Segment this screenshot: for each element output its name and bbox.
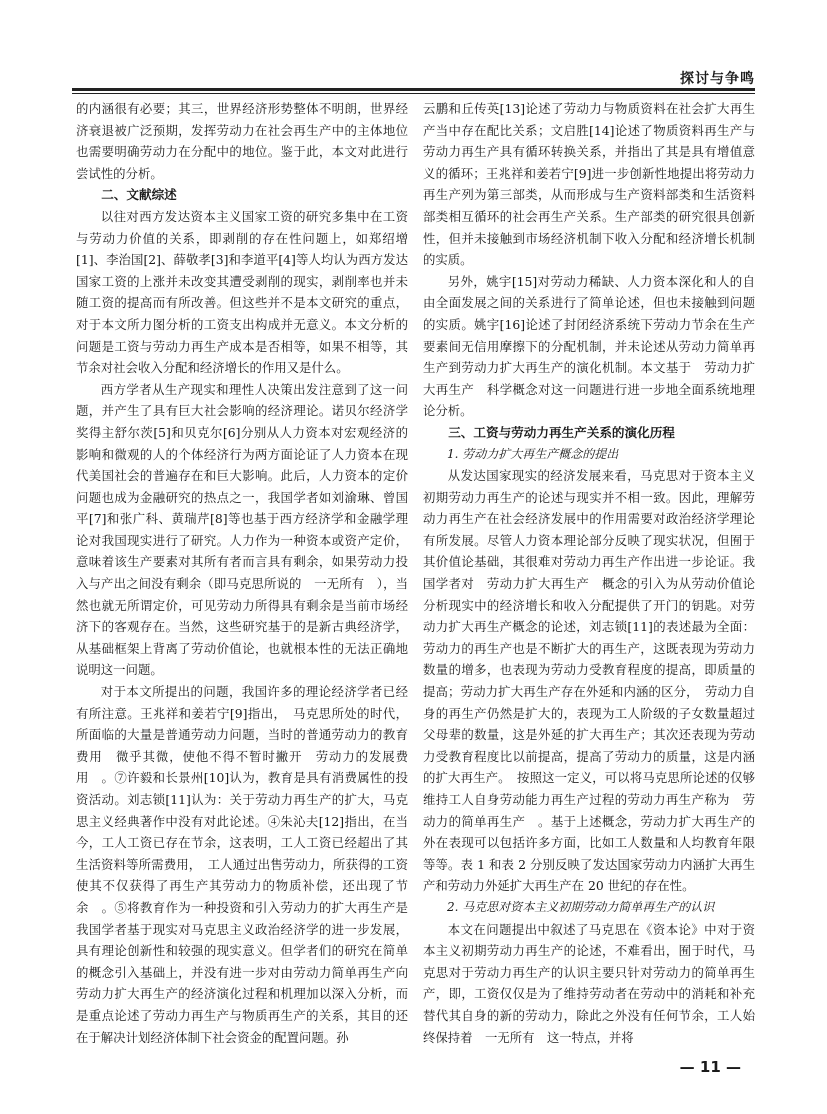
left-column [76,98,408,1048]
header-rule [72,88,755,91]
section-heading-evolution: 三、工资与劳动力再生产关系的演化历程 [448,424,675,440]
subsection-heading-concept: 1. 劳动力扩大再生产概念的提出 [447,446,619,461]
section-tag: 探讨与争鸣 [680,71,755,87]
paragraph: 对于本文所提出的问题，我国许多的理论经济学者已经有所注意。王兆祥和姜若宁[9]指出， 马克思所处的时代，所面临的大量是普通劳动力问题，当时的普通劳动力的教育费用 微乎其微，使他不得不暂时撇开 劳动力的发展费用 。⑦许毅和长景州[10]认为，教育是具有消费属性的投资活动。刘志锁[11]认为：关于劳动力再生产的扩大，马克思主义经典著作中没有对此论述。④朱沁夫[12]指出，在当今，工人工资已存在节余，这表明，工人工资已经超出了其生活资料等所需费用， 工人通过出售劳动力，所获得的工资使其不仅获得了再生产其劳动力的物质补偿，还出现了节余 。⑤将教育作为一种投资和引入劳动力的扩大再生产是我国学者基于现实对马克思主义政治经济学的进一步发展，具有理论创新性和较强的现实意义。但学者们的研究在简单的概念引入基础上，并没有进一步对由劳动力简单再生产向劳动力扩大再生产的经济演化过程和机理加以深入分析，而是重点论述了劳动力再生产与物质再生产的关系，其目的还在于解决计划经济体制下社会资金的配置问题。孙 [76,684,408,1045]
paragraph: 本文在问题提出中叙述了马克思在《资本论》中对于资本主义初期劳动力再生产的论述，不难看出，囿于时代，马克思对于劳动力再生产的认识主要只针对劳动力的简单再生产，即，工资仅仅是为了维持劳动者在劳动中的消耗和补充替代其自身的新的劳动力，除此之外没有任何节余，工人始终保持着 一无所有 这一特点，并将 [423,921,755,1045]
paragraph: 从发达国家现实的经济发展来看，马克思对于资本主义初期劳动力再生产的论述与现实并不相一致。因此，理解劳动力再生产在社会经济发展中的作用需要对政治经济学理论有所发展。尽管人力资本理论部分反映了现实状况，但囿于其价值论基础，其很难对劳动力再生产作出进一步论证。我国学者对 劳动力扩大再生产 概念的引入为从劳动价值论分析现实中的经济增长和收入分配提供了开门的钥匙。对劳动力扩大再生产概念的论述，刘志锁[11]的表述最为全面：劳动力的再生产也是不断扩大的再生产，这既表现为劳动力数量的增多，也表现为劳动力受教育程度的提高，即质量的提高；劳动力扩大再生产存在外延和内涵的区分， 劳动力自身的再生产仍然是扩大的，表现为工人阶级的子女数量超过父母辈的数量，这是外延的扩大再生产；其次还表现为劳动力受教育程度比以前提高，提高了劳动力的质量，这是内涵的扩大再生产。 按照这一定义，可以将马克思所论述的仅够维持工人自身劳动能力再生产过程的劳动力再生产称为 劳动力的简单再生产 。基于上述概念，劳动力扩大再生产的外在表现可以包括许多方面，比如工人数量和人均教育年限等等。表 1 和表 2 分别反映了发达国家劳动力内涵扩大再生产和劳动力外延扩大再生产在 20 世纪的存在性。 [423,468,755,894]
right-column [423,98,755,1048]
page-number: — 11 — [679,1058,741,1076]
paragraph: 西方学者从生产现实和理性人决策出发注意到了这一问题，并产生了具有巨大社会影响的经济理论。诺贝尔经济学奖得主舒尔茨[5]和贝克尔[6]分别从人力资本对宏观经济的影响和微观的人的个体经济行为两方面论证了人力资本在现代美国社会的普遍存在和巨大影响。此后，人力资本的定价问题也成为金融研究的热点之一，我国学者如刘渝琳、曾国平[7]和张广科、黄瑞芹[8]等也基于西方经济学和金融学理论对我国现实进行了研究。人力作为一种资本或资产定价，意味着该生产要素对其所有者而言具有剩余，如果劳动力投入与产出之间没有剩余（即马克思所说的 一无所有 ），当然也就无所谓定价，可见劳动力所得具有剩余是当前市场经济下的客观存在。当然，这些研究基于的是新古典经济学，从基础框架上背离了劳动价值论，也就根本性的无法正确地说明这一问题。 [76,381,408,678]
paragraph-continued: 的内涵很有必要；其三，世界经济形势整体不明朗，世界经济衰退被广泛预期，发挥劳动力在社会再生产中的主体地位也需要明确劳动力在分配中的地位。鉴于此，本文对此进行尝试性的分析。 [76,101,408,181]
section-heading-literature-review: 二、文献综述 [101,187,177,203]
paragraph-continued: 云鹏和丘传英[13]论述了劳动力与物质资料在社会扩大再生产当中存在配比关系；文启胜[14]论述了物质资料再生产与劳动力再生产具有循环转换关系，并指出了其是具有增值意义的循环；王兆祥和姜若宁[9]进一步创新性地提出将劳动力再生产列为第三部类，从而形成与生产资料部类和生活资料部类相互循环的社会再生产关系。生产部类的研究很具创新性，但并未接触到市场经济机制下收入分配和经济增长机制的实质。 [423,101,755,268]
paragraph: 另外，姚宇[15]对劳动力稀缺、人力资本深化和人的自由全面发展之间的关系进行了简单论述，但也未接触到问题的实质。姚宇[16]论述了封闭经济系统下劳动力节余在生产要素间无信用摩擦下的分配机制，并未论述从劳动力简单再生产到劳动力扩大再生产的演化机制。本文基于 劳动力扩大再生产 科学概念对这一问题进行进一步地全面系统地理论分析。 [423,273,755,419]
paragraph: 以往对西方发达资本主义国家工资的研究多集中在工资与劳动力价值的关系，即剥削的存在性问题上，如郑绍增[1]、李治国[2]、薛敬孝[3]和李道平[4]等人均认为西方发达国家工资的上涨并未改变其遭受剥削的现实，剥削率也并未随工资的提高而有所改善。但这些并不是本文研究的重点，对于本文所力图分析的工资支出构成并无意义。本文分析的问题是工资与劳动力再生产成本是否相等，如果不相等，其节余对社会收入分配和经济增长的作用又是什么。 [76,208,408,376]
subsection-heading-marx: 2. 马克思对资本主义初期劳动力简单再生产的认识 [447,899,715,914]
header-rule-thin [72,93,755,94]
